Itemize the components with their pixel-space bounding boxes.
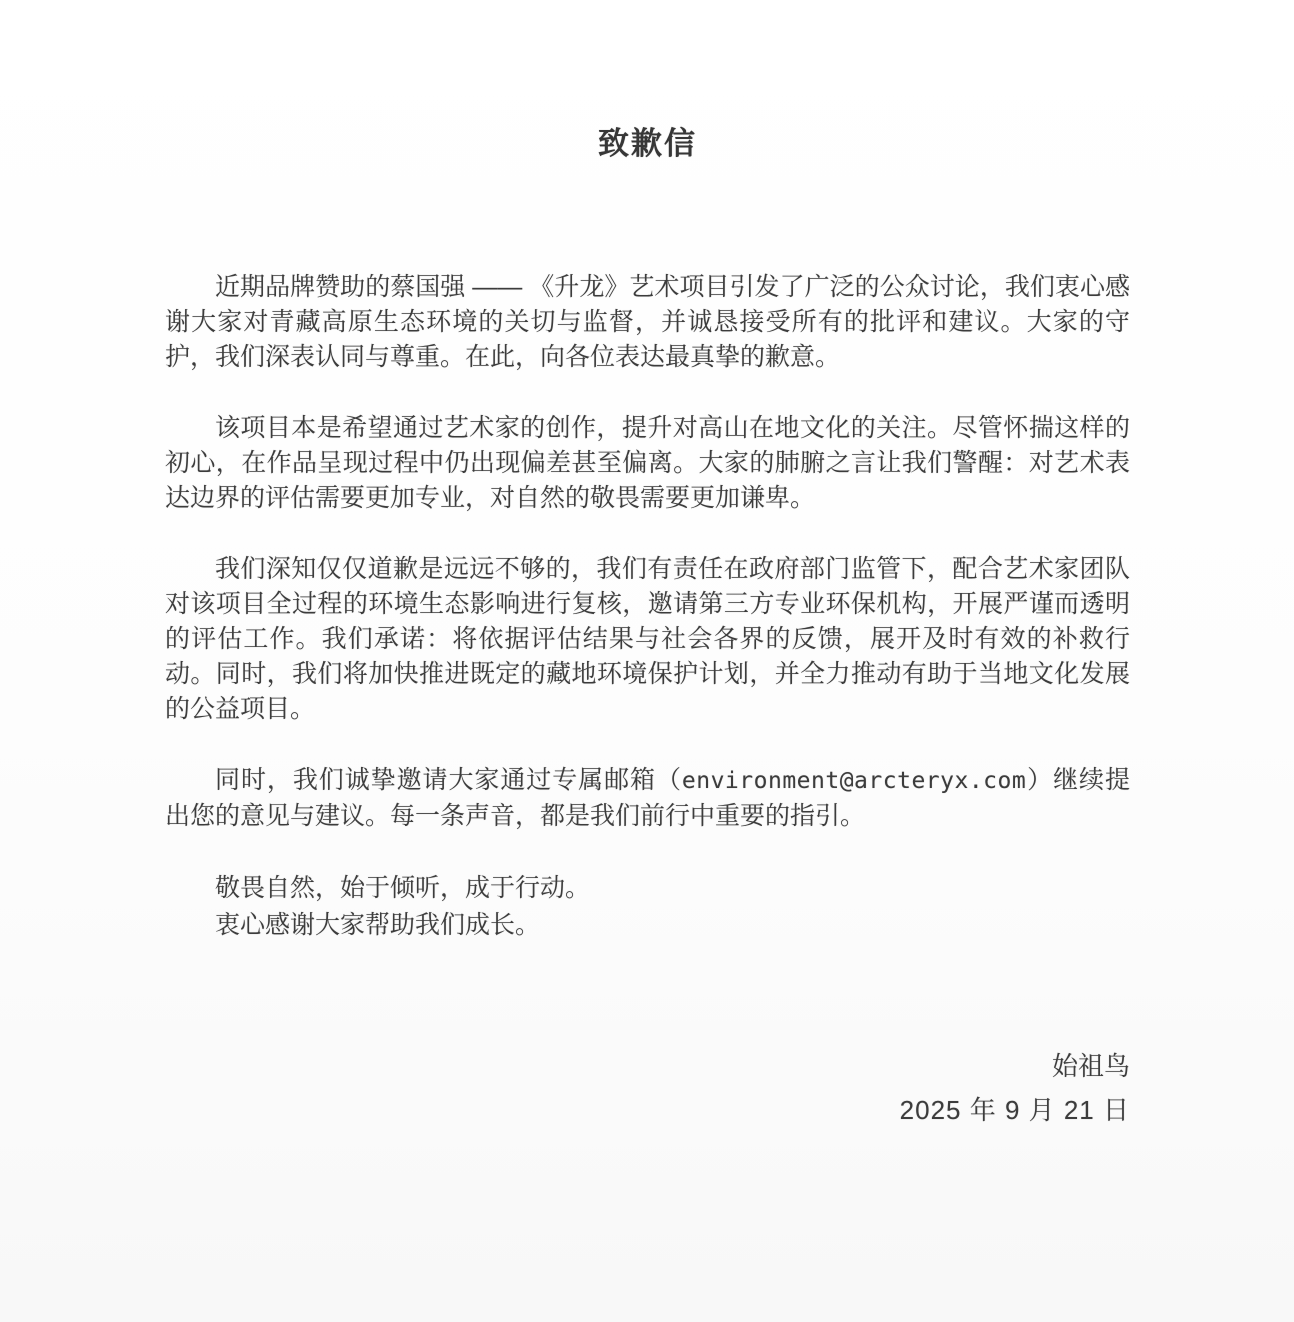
closing-line-1: 敬畏自然，始于倾听，成于行动。	[215, 874, 591, 902]
signature-date: 2025 年 9 月 21 日	[899, 1095, 1130, 1125]
paragraph-1: 近期品牌赞助的蔡国强 —— 《升龙》艺术项目引发了广泛的公众讨论，我们衷心感谢大家对青藏高原生态环境的关切与监督，并诚恳接受所有的批评和建议。大家的守护，我们深表认同与尊重。在此，向各位表达最真挚的歉意。	[165, 273, 1130, 371]
paragraph-4-post-text: ）继续提出您的意见与建议。每一条声音，都是我们前行中重要的指引。	[165, 766, 1130, 830]
letter-content	[165, 122, 1130, 1128]
paragraph-2: 该项目本是希望通过艺术家的创作，提升对高山在地文化的关注。尽管怀揣这样的初心，在作品呈现过程中仍出现偏差甚至偏离。大家的肺腑之言让我们警醒：对艺术表达边界的评估需要更加专业，对自然的敬畏需要更加谦卑。	[165, 414, 1130, 512]
signature-block	[165, 1048, 1130, 1128]
letter-title: 致歉信	[598, 126, 697, 161]
closing-lines	[165, 870, 1130, 944]
paragraph-3: 我们深知仅仅道歉是远远不够的，我们有责任在政府部门监管下，配合艺术家团队对该项目全过程的环境生态影响进行复核，邀请第三方专业环保机构，开展严谨而透明的评估工作。我们承诺：将依据评估结果与社会各界的反馈，展开及时有效的补救行动。同时，我们将加快推进既定的藏地环境保护计划，并全力推动有助于当地文化发展的公益项目。	[165, 555, 1130, 723]
signature-name: 始祖鸟	[1051, 1051, 1130, 1081]
paragraph-4-pre-text: 同时，我们诚挚邀请大家通过专属邮箱（	[215, 766, 682, 794]
paragraph-4	[165, 763, 1130, 834]
closing-line-2: 衷心感谢大家帮助我们成长。	[215, 911, 541, 939]
contact-email: environment@arcteryx.com	[681, 768, 1027, 794]
